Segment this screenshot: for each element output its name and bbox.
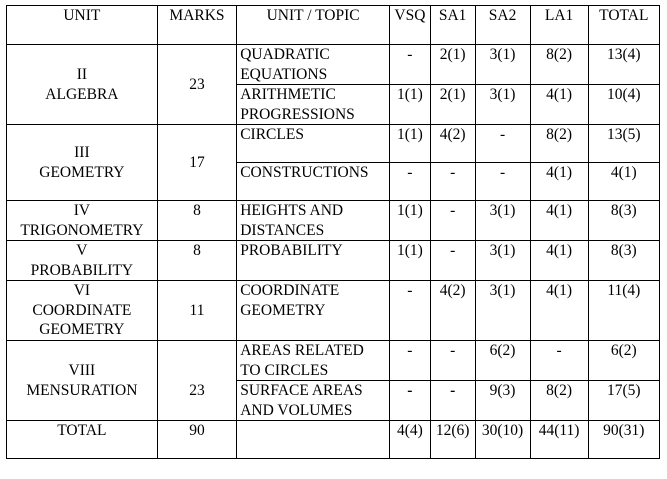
- la1-cell: 4(1): [530, 201, 588, 241]
- vsq-cell: 1(1): [390, 85, 431, 125]
- topic-cell: [237, 45, 390, 85]
- sa1-cell: -: [430, 201, 475, 241]
- total-cell: 13(5): [588, 125, 659, 163]
- marks-cell: 23: [157, 341, 236, 421]
- topic-line: QUADRATIC: [240, 46, 330, 63]
- table-row: [7, 201, 660, 241]
- sa1-cell: 4(2): [430, 281, 475, 341]
- vsq-cell: 1(1): [390, 241, 431, 281]
- table-row: [7, 45, 660, 85]
- total-sa2: 30(10): [475, 421, 530, 459]
- header-row: [7, 6, 660, 45]
- vsq-cell: -: [390, 381, 431, 421]
- sa1-cell: -: [430, 381, 475, 421]
- la1-cell: 4(1): [530, 281, 588, 341]
- sa2-cell: 3(1): [475, 201, 530, 241]
- total-total: 90(31): [588, 421, 659, 459]
- vsq-cell: 1(1): [390, 201, 431, 241]
- unit-line: PROBABILITY: [30, 261, 134, 279]
- header-topic: UNIT / TOPIC: [237, 6, 390, 45]
- sa2-cell: 3(1): [475, 85, 530, 125]
- header-marks: MARKS: [157, 6, 236, 45]
- topic-line: SURFACE AREAS: [240, 382, 363, 399]
- unit-line: II: [76, 66, 88, 83]
- marks-cell: 8: [157, 241, 236, 281]
- total-cell: 8(3): [588, 241, 659, 281]
- sa2-cell: 9(3): [475, 381, 530, 421]
- unit-line: IV: [73, 202, 91, 219]
- table-row: [7, 241, 660, 281]
- header-unit: UNIT: [7, 6, 158, 45]
- topic-cell: [237, 281, 390, 341]
- la1-cell: 4(1): [530, 85, 588, 125]
- header-vsq: VSQ: [390, 6, 431, 45]
- sa2-cell: 6(2): [475, 341, 530, 381]
- unit-line: V: [76, 242, 88, 259]
- vsq-cell: -: [390, 281, 431, 341]
- unit-cell: [7, 281, 158, 341]
- unit-line: VIII: [68, 362, 96, 379]
- topic-line: GEOMETRY: [240, 301, 326, 319]
- total-cell: 13(4): [588, 45, 659, 85]
- topic-line: AND VOLUMES: [240, 401, 353, 419]
- sa2-cell: 3(1): [475, 241, 530, 281]
- sa1-cell: -: [430, 241, 475, 281]
- unit-line: VI: [73, 282, 91, 299]
- total-cell: 8(3): [588, 201, 659, 241]
- header-la1: LA1: [530, 6, 588, 45]
- total-vsq: 4(4): [390, 421, 431, 459]
- total-cell: 17(5): [588, 381, 659, 421]
- la1-cell: 8(2): [530, 125, 588, 163]
- sa1-cell: -: [430, 163, 475, 201]
- total-label: TOTAL: [7, 421, 158, 459]
- topic-line: ARITHMETIC: [240, 86, 336, 103]
- topic-line: COORDINATE: [240, 282, 340, 299]
- total-sa1: 12(6): [430, 421, 475, 459]
- table-row: [7, 341, 660, 381]
- topic-line: TO CIRCLES: [240, 361, 329, 379]
- total-cell: 11(4): [588, 281, 659, 341]
- unit-line: TRIGONOMETRY: [20, 221, 144, 239]
- total-row: [7, 421, 660, 459]
- topic-line: EQUATIONS: [240, 65, 328, 83]
- la1-cell: -: [530, 341, 588, 381]
- topic-cell: [237, 241, 390, 281]
- unit-line: MENSURATION: [26, 381, 138, 399]
- unit-cell: [7, 201, 158, 241]
- unit-cell: [7, 241, 158, 281]
- sa2-cell: 3(1): [475, 45, 530, 85]
- sa1-cell: 2(1): [430, 45, 475, 85]
- header-sa1: SA1: [430, 6, 475, 45]
- marks-cell: 17: [157, 125, 236, 201]
- unit-line: ALGEBRA: [45, 85, 119, 103]
- sa1-cell: 2(1): [430, 85, 475, 125]
- la1-cell: 4(1): [530, 163, 588, 201]
- unit-line: GEOMETRY: [39, 321, 125, 338]
- unit-cell: [7, 125, 158, 201]
- unit-cell: [7, 341, 158, 421]
- header-total: TOTAL: [588, 6, 659, 45]
- vsq-cell: -: [390, 45, 431, 85]
- vsq-cell: -: [390, 341, 431, 381]
- marks-cell: 11: [157, 281, 236, 341]
- topic-cell: [237, 341, 390, 381]
- topic-line: DISTANCES: [240, 221, 325, 239]
- topic-cell: [237, 163, 390, 201]
- total-cell: 4(1): [588, 163, 659, 201]
- sa2-cell: -: [475, 125, 530, 163]
- unit-line: COORDINATE: [32, 301, 132, 319]
- topic-line: AREAS RELATED: [240, 342, 364, 359]
- unit-cell: [7, 45, 158, 125]
- marks-distribution-table: [6, 5, 660, 459]
- marks-cell: 23: [157, 45, 236, 125]
- sa2-cell: 3(1): [475, 281, 530, 341]
- sa1-cell: 4(2): [430, 125, 475, 163]
- table-row: [7, 281, 660, 341]
- topic-line: HEIGHTS AND: [240, 202, 344, 219]
- la1-cell: 4(1): [530, 241, 588, 281]
- total-marks: 90: [157, 421, 236, 459]
- table-row: [7, 125, 660, 163]
- topic-line: CONSTRUCTIONS: [240, 164, 369, 181]
- total-topic: [237, 421, 390, 459]
- sa2-cell: -: [475, 163, 530, 201]
- vsq-cell: 1(1): [390, 125, 431, 163]
- sa1-cell: -: [430, 341, 475, 381]
- topic-line: CIRCLES: [240, 126, 304, 143]
- header-sa2: SA2: [475, 6, 530, 45]
- total-la1: 44(11): [530, 421, 588, 459]
- topic-line: PROBABILITY: [240, 242, 343, 259]
- topic-cell: [237, 125, 390, 163]
- topic-line: PROGRESSIONS: [240, 105, 355, 123]
- topic-cell: [237, 201, 390, 241]
- total-cell: 10(4): [588, 85, 659, 125]
- unit-line: III: [74, 144, 90, 161]
- topic-cell: [237, 85, 390, 125]
- vsq-cell: -: [390, 163, 431, 201]
- topic-cell: [237, 381, 390, 421]
- total-cell: 6(2): [588, 341, 659, 381]
- la1-cell: 8(2): [530, 45, 588, 85]
- la1-cell: 8(2): [530, 381, 588, 421]
- unit-line: GEOMETRY: [39, 163, 125, 181]
- marks-cell: 8: [157, 201, 236, 241]
